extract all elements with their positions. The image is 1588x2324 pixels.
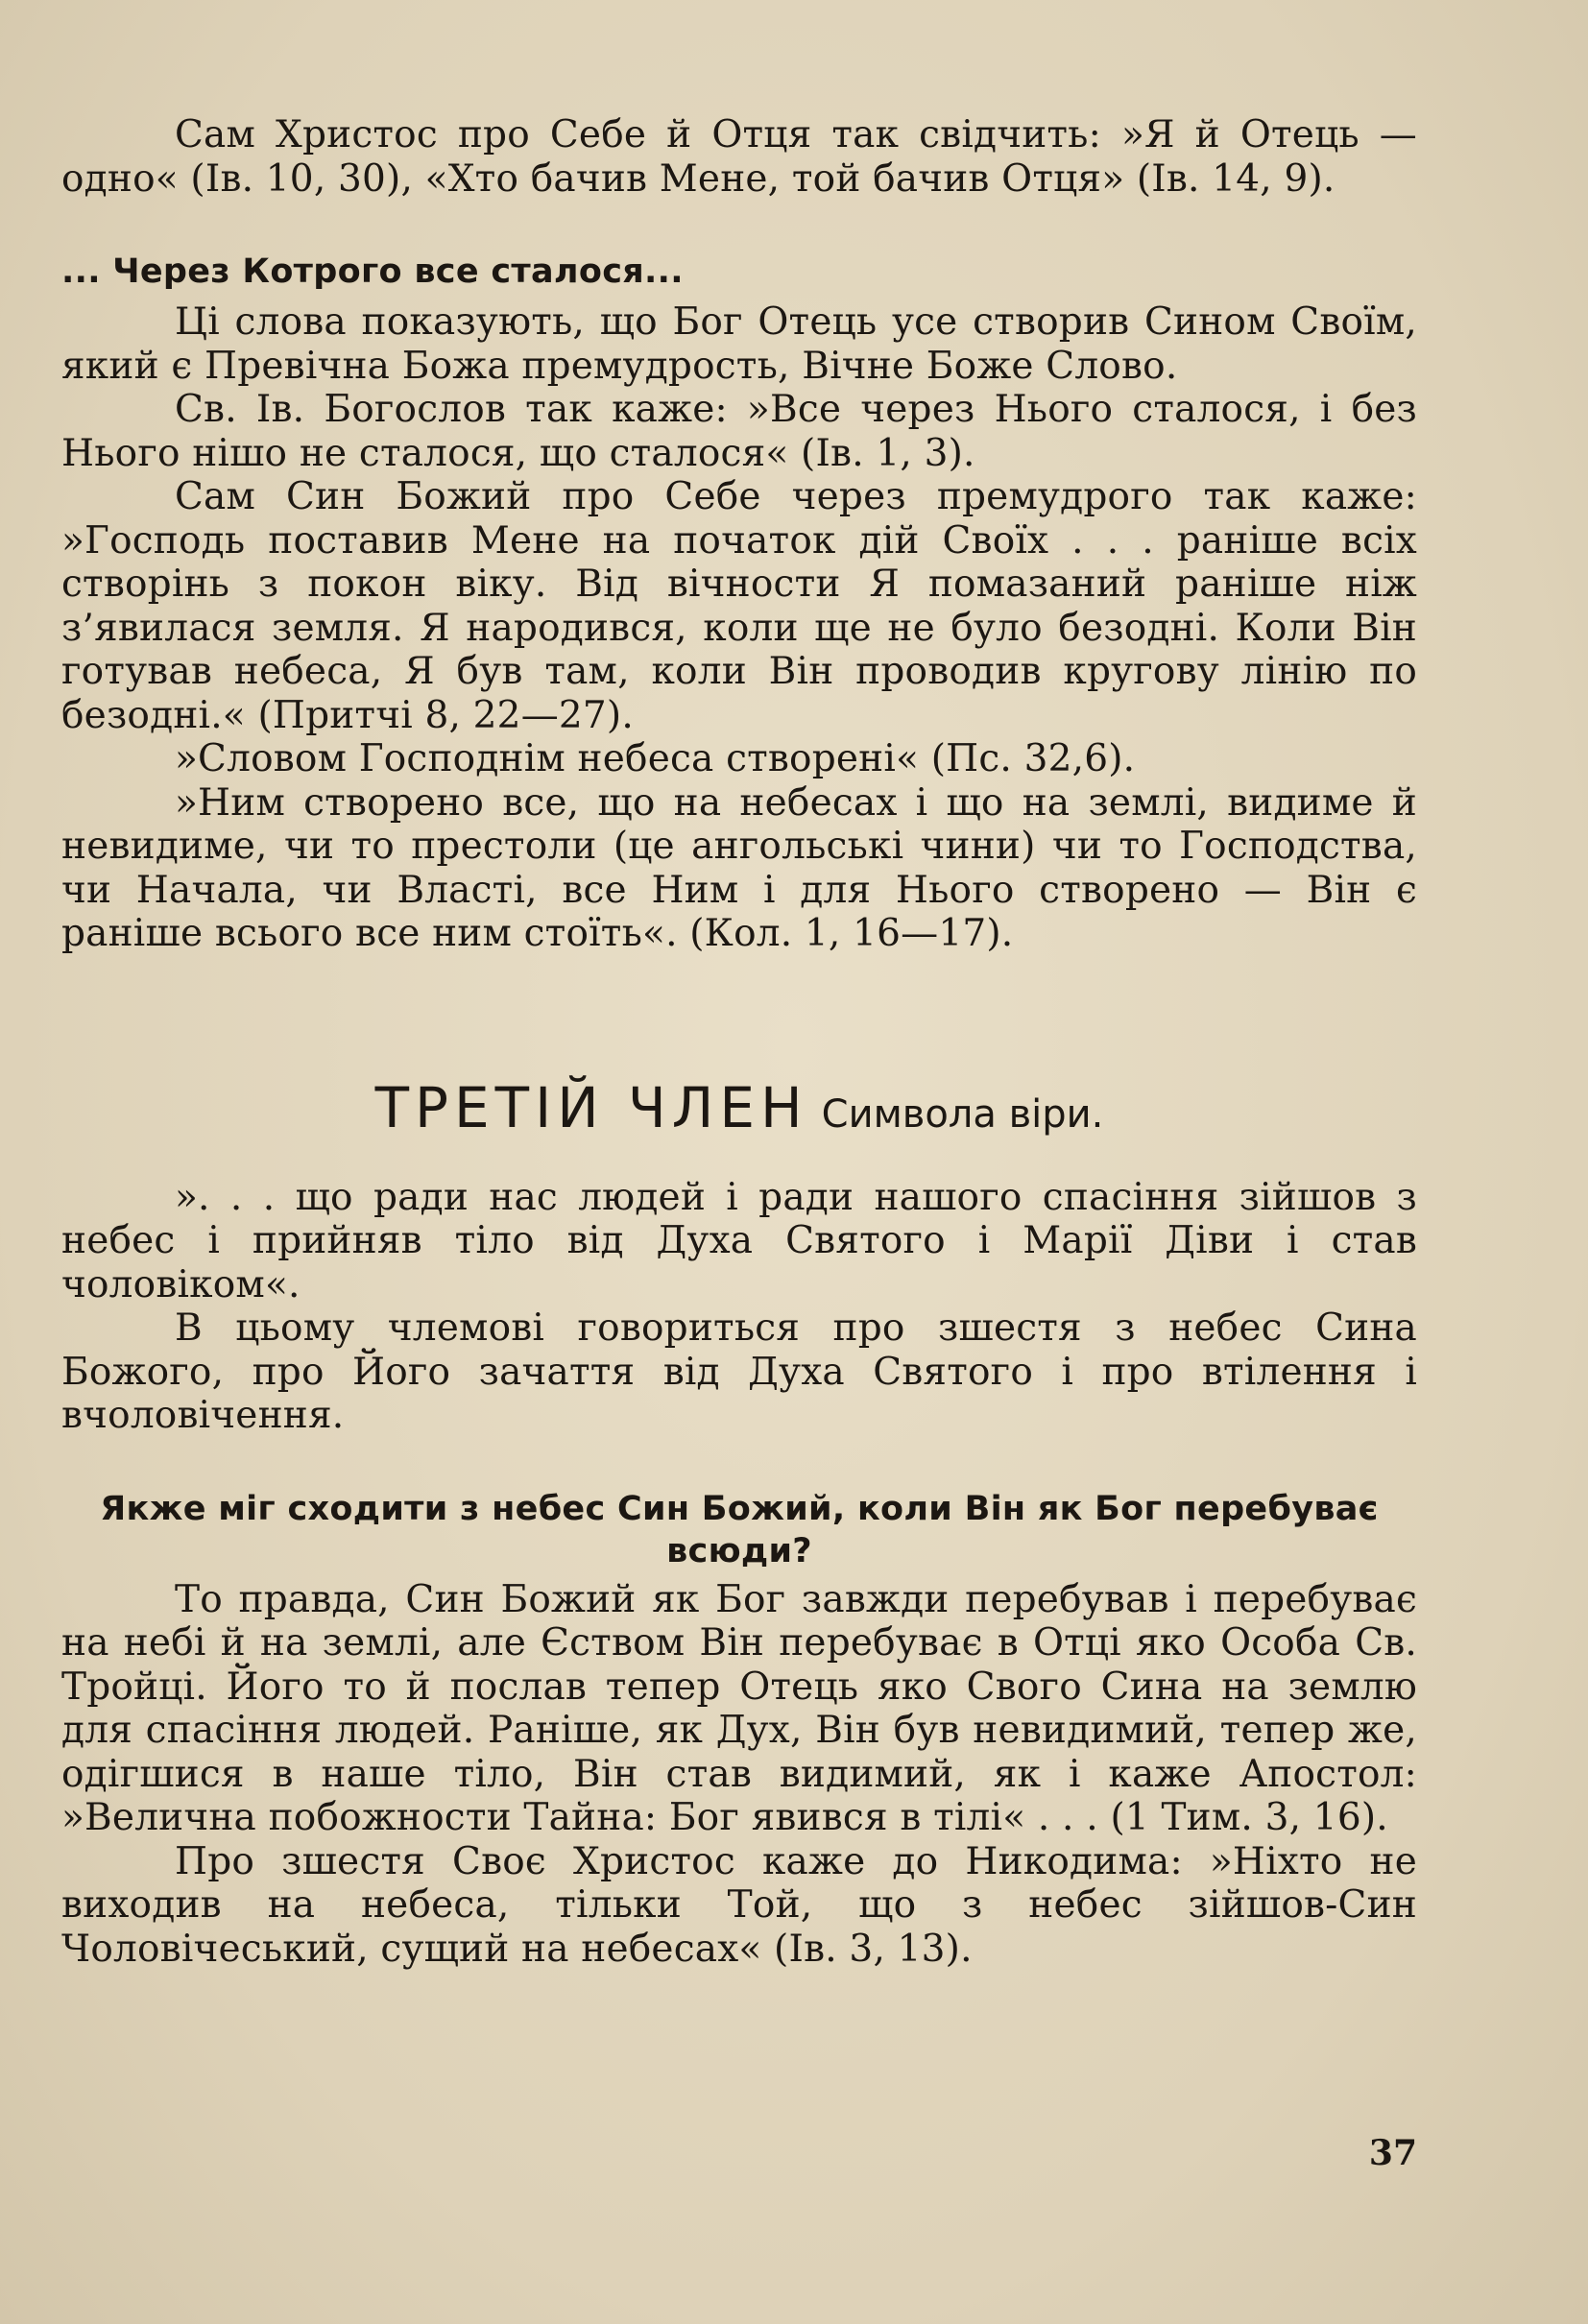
paragraph-creation-by-son: Ці слова показують, що Бог Отець усе створив Сином Своїм, який є Превічна Божа премудрость, Вічне Боже Слово. bbox=[61, 300, 1417, 388]
chapter-subtitle: Символа віри. bbox=[821, 1091, 1104, 1137]
text-column bbox=[61, 113, 1417, 1971]
paragraph-nicodemus: Про зшестя Своє Христос каже до Никодима: »Ніхто не виходив на небеса, тільки Той, що з небес зійшов-Син Чоловічеський, сущий на небесах« (Ів. 3, 13). bbox=[61, 1839, 1417, 1971]
section-heading-creation: ... Через Котрого все сталося... bbox=[61, 252, 684, 291]
paragraph-creed-article: ». . . що ради нас людей і ради нашого спасіння зійшов з небес і прийняв тіло від Духа Святого і Марії Діви і став чоловіком«. bbox=[61, 1175, 1417, 1306]
paragraph-john-theologian: Св. Ів. Богослов так каже: »Все через Нього сталося, і без Нього нішо не сталося, що сталося« (Ів. 1, 3). bbox=[61, 388, 1417, 475]
page-number: 37 bbox=[1368, 2133, 1417, 2173]
paragraph-answer: То правда, Син Божий як Бог завжди перебував і перебуває на небі й на землі, але Єством Він перебуває в Отці яко Особа Св. Тройці. Його то й послав тепер Отець яко Свого Сина на землю для спасіння людей. Раніше, як Дух, Він був невидимий, тепер же, одігшися в наше тіло, Він став видимий, як і каже Апостол: »Велична побожности Тайна: Бог явився в тілі« . . . (1 Тим. 3, 16). bbox=[61, 1577, 1417, 1839]
question-heading: Якже міг сходити з небес Син Божий, коли Він як Бог перебуває всюди? bbox=[100, 1489, 1379, 1570]
paragraph-colossians-quote: »Ним створено все, що на небесах і що на землі, видиме й невидиме, чи то престоли (це ангольські чини) чи то Господства, чи Начала, чи Власті, все Ним і для Нього створено — Він є раніше всього все ним стоїть«. (Кол. 1, 16—17). bbox=[61, 780, 1417, 955]
chapter-heading bbox=[61, 1069, 1417, 1161]
chapter-title: ТРЕТІЙ ЧЛЕН bbox=[374, 1074, 808, 1140]
paragraph-christ-testimony: Сам Христос про Себе й Отця так свідчить: »Я й Отець — одно« (Ів. 10, 30), «Хто бачив Мене, той бачив Отця» (Ів. 14, 9). bbox=[61, 113, 1417, 201]
paragraph-proverbs-quote: Сам Син Божий про Себе через премудрого так каже: »Господь поставив Мене на початок дій Своїх . . . раніше всіх створінь з покон віку. Від вічности Я помазаний раніше ніж з’явилася земля. Я народився, коли ще не було безодні. Коли Він готував небеса, Я був там, коли Він проводив кругову лінію по безодні.« (Притчі 8, 22—27). bbox=[61, 475, 1417, 737]
paragraph-article-summary: В цьому члемові говориться про зшестя з небес Сина Божого, про Його зачаття від Духа Святого і про втілення і вчоловічення. bbox=[61, 1306, 1417, 1437]
paragraph-psalm-quote: »Словом Господнім небеса створені« (Пс. 32,6). bbox=[175, 737, 1136, 780]
